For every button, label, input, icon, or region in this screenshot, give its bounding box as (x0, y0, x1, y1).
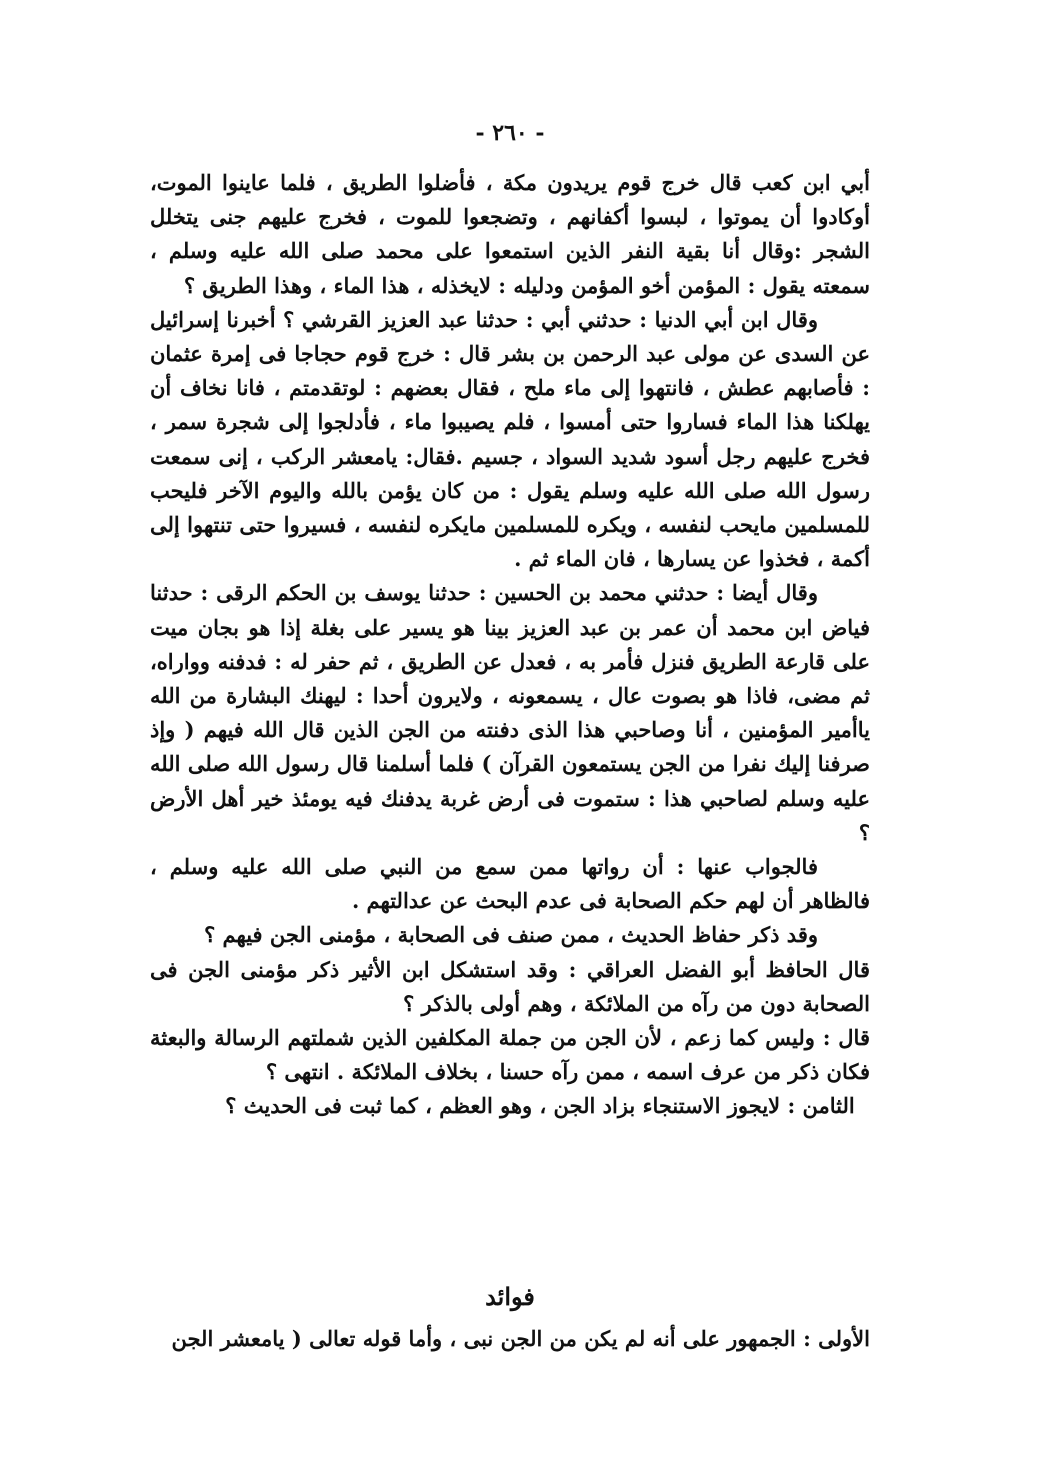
paragraph-1: أبي ابن كعب قال خرج قوم يريدون مكة ، فأضلوا الطريق ، فلما عاينوا الموت، أوكادوا أن يموتوا ، لبسوا أكفانهم ، وتضجعوا للموت ، فخرج عليهم جنى يتخلل الشجر :وقال أنا بقية النفر الذين استمعوا على محمد صلى الله عليه وسلم ، سمعته يقول : المؤمن أخو المؤمن ودليله : لايخذله ، هذا الماء ، وهذا الطريق ؟ (150, 170, 870, 298)
paragraph-8: الثامن : لايجوز الاستنجاء بزاد الجن ، وهو العظم ، كما ثبت فى الحديث ؟ (225, 1093, 855, 1119)
paragraph-4: فالجواب عنها : أن رواتها ممن سمع من النبي صلى الله عليه وسلم ، فالظاهر أن لهم حكم الصحابة فى عدم البحث عن عدالتهم . (150, 854, 870, 914)
paragraph-6: قال الحافظ أبو الفضل العراقي : وقد استشكل ابن الأثير ذكر مؤمنى الجن فى الصحابة دون من رآه من الملائكة ، وهم أولى بالذكر ؟ (150, 956, 870, 1016)
paragraph-5: وقد ذكر حفاظ الحديث ، ممن صنف فى الصحابة ، مؤمنى الجن فيهم ؟ (204, 922, 818, 948)
section-first-line: الأولى : الجمهور على أنه لم يكن من الجن نبى ، وأما قوله تعالى ( يامعشر الجن (171, 1326, 870, 1351)
page-number: - ٢٦٠ - (475, 120, 545, 146)
paragraph-7: قال : وليس كما زعم ، لأن الجن من جملة المكلفين الذين شملتهم الرسالة والبعثة فكان ذكر من عرف اسمه ، ممن رآه حسنا ، بخلاف الملائكة . انتهى ؟ (150, 1025, 870, 1085)
book-page (150, 0, 870, 1477)
paragraph-3: وقال أيضا : حدثني محمد بن الحسين : حدثنا يوسف بن الحكم الرقى : حدثنا فياض ابن محمد أن عمر بن عبد العزيز بينا هو يسير على بغلة إذا هو بجان ميت على قارعة الطريق فنزل فأمر به ، فعدل عن الطريق ، ثم حفر له : فدفنه وواراه، ثم مضى، فاذا هو بصوت عال ، يسمعونه ، ولايرون أحدا : ليهنك البشارة من الله ياأمير المؤمنين ، أنا وصاحبي هذا الذى دفنته من الجن الذين قال الله فيهم ( وإذ صرفنا إليك نفرا من الجن يستمعون القرآن ) فلما أسلمنا قال رسول الله صلى الله عليه وسلم لصاحبي هذا : ستموت فى أرض غربة يدفنك فيه يومئذ خير أهل الأرض ؟ (150, 580, 870, 845)
paragraph-2: وقال ابن أبي الدنيا : حدثني أبي : حدثنا عبد العزيز القرشي ؟ أخبرنا إسرائيل عن السدى عن مولى عبد الرحمن بن بشر قال : خرج قوم حجاجا فى إمرة عثمان : فأصابهم عطش ، فانتهوا إلى ماء ملح ، فقال بعضهم : لوتقدمتم ، فانا نخاف أن يهلكنا هذا الماء فساروا حتى أمسوا ، فلم يصيبوا ماء ، فأدلجوا إلى شجرة سمر ، فخرج عليهم رجل أسود شديد السواد ، جسيم .فقال: يامعشر الركب ، إنى سمعت رسول الله صلى الله عليه وسلم يقول : من كان يؤمن بالله واليوم الآخر فليحب للمسلمين مايحب لنفسه ، ويكره للمسلمين مايكره لنفسه ، فسيروا حتى تنتهوا إلى أكمة ، فخذوا عن يسارها ، فان الماء ثم . (150, 306, 870, 572)
page-body (150, 166, 870, 1124)
section-heading: فوائد (485, 1282, 535, 1311)
